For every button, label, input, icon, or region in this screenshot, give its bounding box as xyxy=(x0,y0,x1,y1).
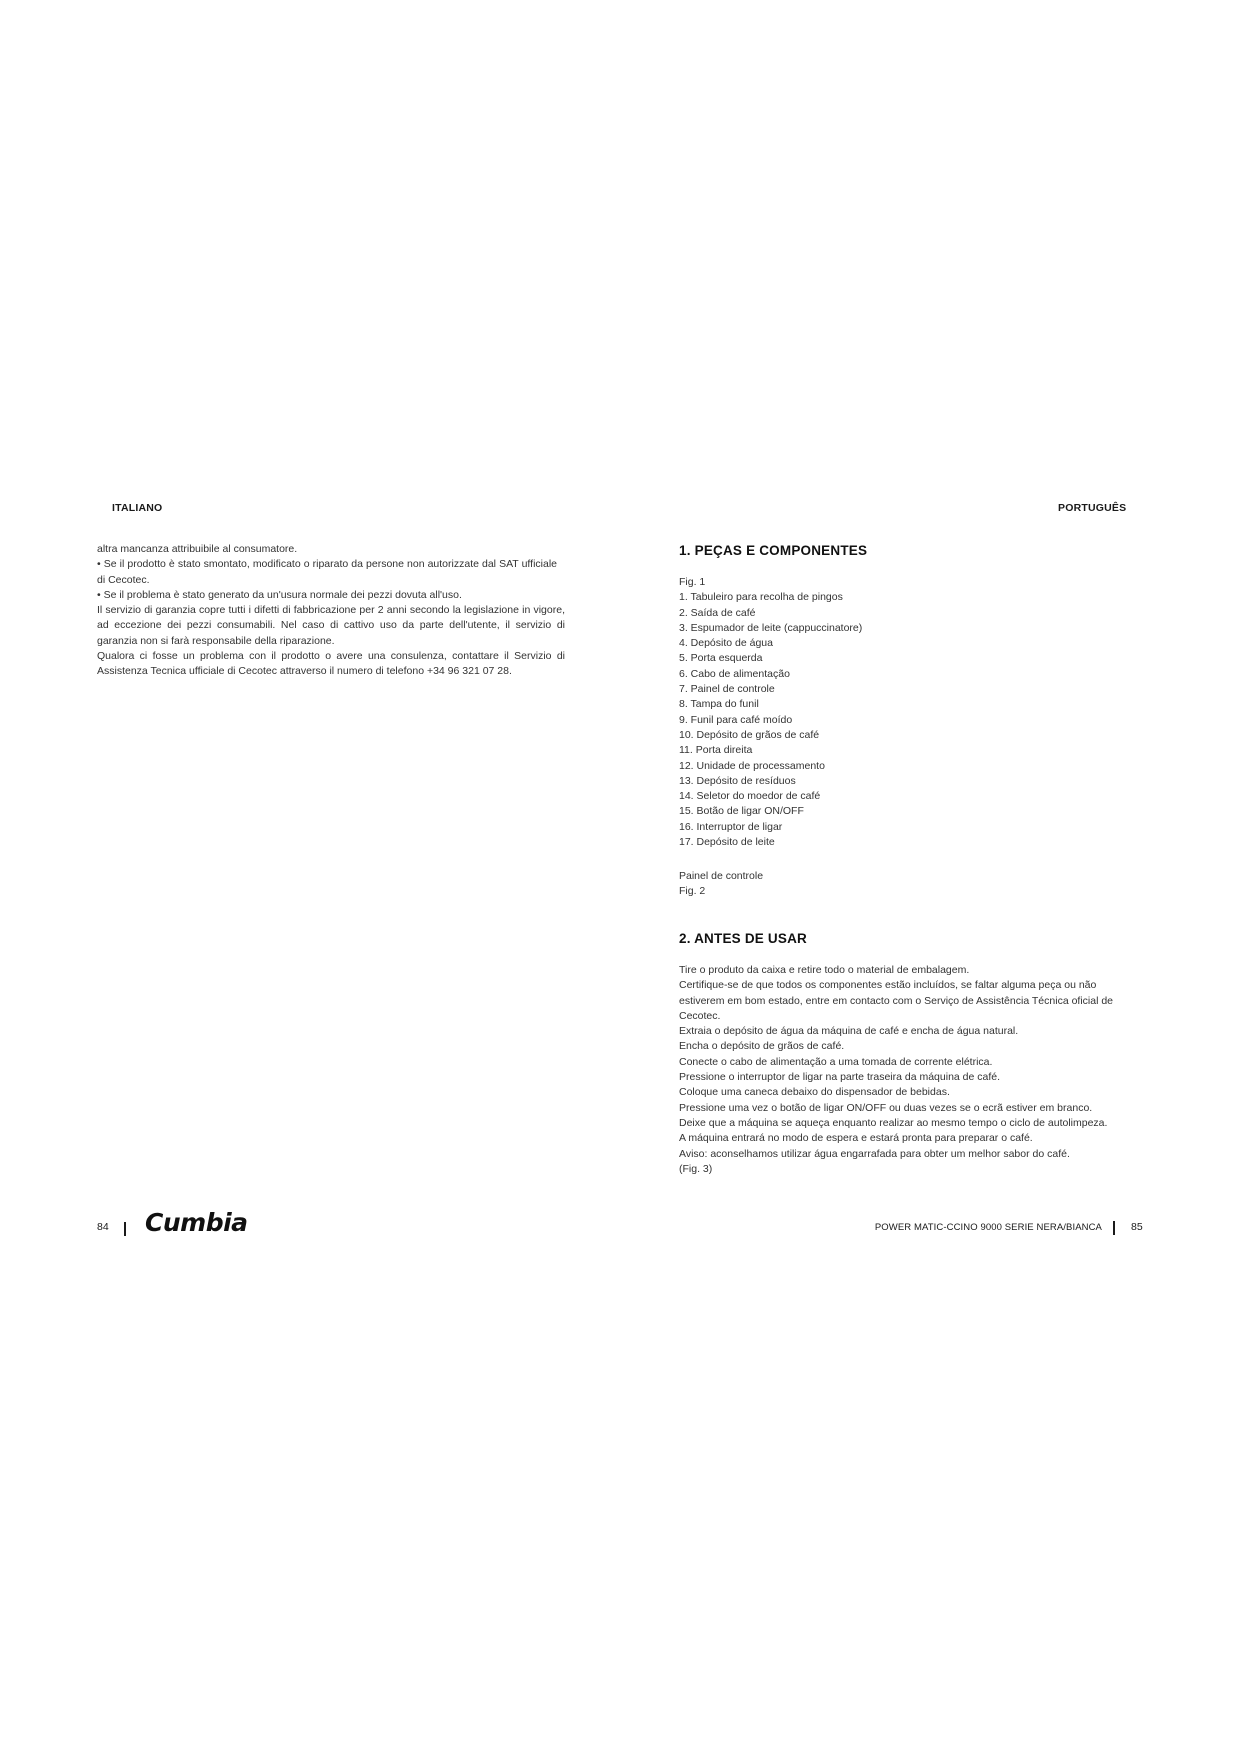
panel-label: Painel de controle xyxy=(679,870,764,882)
control-panel-block xyxy=(679,869,1149,900)
components-list xyxy=(679,575,1149,850)
list-item: 2. Saída de café xyxy=(679,606,756,619)
list-item: 16. Interruptor de ligar xyxy=(679,820,783,833)
language-label-italiano: ITALIANO xyxy=(112,502,163,514)
text-line: Coloque uma caneca debaixo do dispensador de bebidas. xyxy=(679,1086,950,1099)
list-item: 5. Porta esquerda xyxy=(679,652,763,665)
text-line: (Fig. 3) xyxy=(679,1162,713,1175)
list-item: 6. Cabo de alimentação xyxy=(679,667,790,680)
list-item: 3. Espumador de leite (cappuccinatore) xyxy=(679,621,863,634)
svg-text:Cumbia: Cumbia xyxy=(145,1208,248,1237)
text-line: Encha o depósito de grãos de café. xyxy=(679,1040,845,1053)
paragraph: • Se il problema è stato generato da un'usura normale dei pezzi dovuta all'uso. xyxy=(97,588,462,601)
list-item: 13. Depósito de resíduos xyxy=(679,774,796,787)
list-item: 9. Funil para café moído xyxy=(679,713,793,726)
list-item: 10. Depósito de grãos de café xyxy=(679,728,820,741)
list-item: 15. Botão de ligar ON/OFF xyxy=(679,805,804,818)
list-item: 1. Tabuleiro para recolha de pingos xyxy=(679,591,843,604)
section-heading-before-use: 2. ANTES DE USAR xyxy=(679,931,807,946)
figure-label: Fig. 2 xyxy=(679,885,706,898)
italian-body-text xyxy=(97,542,565,680)
text-line: Pressione o interruptor de ligar na parte traseira da máquina de café. xyxy=(679,1071,1001,1084)
before-use-text xyxy=(679,963,1141,1177)
paragraph: Qualora ci fosse un problema con il prodotto o avere una consulenza, contattare il Servizio di Assistenza Tecnica ufficiale di Cecotec attraverso il numero di telefono +34 96 321 07 28. xyxy=(97,650,565,678)
text-line: Certifique-se de que todos os componentes estão incluídos, se faltar alguma peça ou não estiverem em bom estado, entre em contacto com o Serviço de Assistência Técnica oficial de Cecotec. xyxy=(679,979,1114,1022)
footer-divider xyxy=(1113,1221,1115,1235)
list-item: 17. Depósito de leite xyxy=(679,836,775,849)
text-line: Pressione uma vez o botão de ligar ON/OFF ou duas vezes se o ecrã estiver em branco. xyxy=(679,1101,1093,1114)
text-line: Deixe que a máquina se aqueça enquanto realizar ao mesmo tempo o ciclo de autolimpeza. xyxy=(679,1116,1108,1129)
brand-logo xyxy=(145,1204,248,1242)
language-label-portugues: PORTUGUÊS xyxy=(1058,502,1127,514)
page-number-left: 84 xyxy=(97,1221,109,1233)
list-item: 8. Tampa do funil xyxy=(679,698,759,711)
list-item: 7. Painel de controle xyxy=(679,683,775,696)
list-item: 11. Porta direita xyxy=(679,744,753,757)
product-title-footer: POWER MATIC-CCINO 9000 SERIE NERA/BIANCA xyxy=(874,1222,1102,1233)
page-number-right: 85 xyxy=(1131,1221,1143,1233)
section-heading-components: 1. PEÇAS E COMPONENTES xyxy=(679,543,868,558)
text-line: Tire o produto da caixa e retire todo o material de embalagem. xyxy=(679,964,970,976)
list-item: 14. Seletor do moedor de café xyxy=(679,790,821,803)
text-line: Conecte o cabo de alimentação a uma tomada de corrente elétrica. xyxy=(679,1055,993,1068)
paragraph: • Se il prodotto è stato smontato, modificato o riparato da persone non autorizzate dal SAT ufficiale di Cecotec. xyxy=(97,558,557,586)
cumbia-logo xyxy=(145,1204,248,1242)
paragraph: Il servizio di garanzia copre tutti i difetti di fabbricazione per 2 anni secondo la legislazione in vigore, ad eccezione dei pezzi consumabili. Nel caso di cattivo uso da parte dell'utente, il servizio di garanzia non si farà responsabile della riparazione. xyxy=(97,604,565,647)
paragraph: altra mancanza attribuibile al consumatore. xyxy=(97,543,298,555)
list-item: 4. Depósito de água xyxy=(679,637,773,650)
text-line: A máquina entrará no modo de espera e estará pronta para preparar o café. xyxy=(679,1132,1033,1145)
text-line: Extraia o depósito de água da máquina de café e encha de água natural. xyxy=(679,1025,1019,1038)
text-line: Aviso: aconselhamos utilizar água engarrafada para obter um melhor sabor do café. xyxy=(679,1147,1070,1160)
figure-label: Fig. 1 xyxy=(679,576,706,588)
list-item: 12. Unidade de processamento xyxy=(679,759,825,772)
footer-divider xyxy=(124,1222,126,1236)
